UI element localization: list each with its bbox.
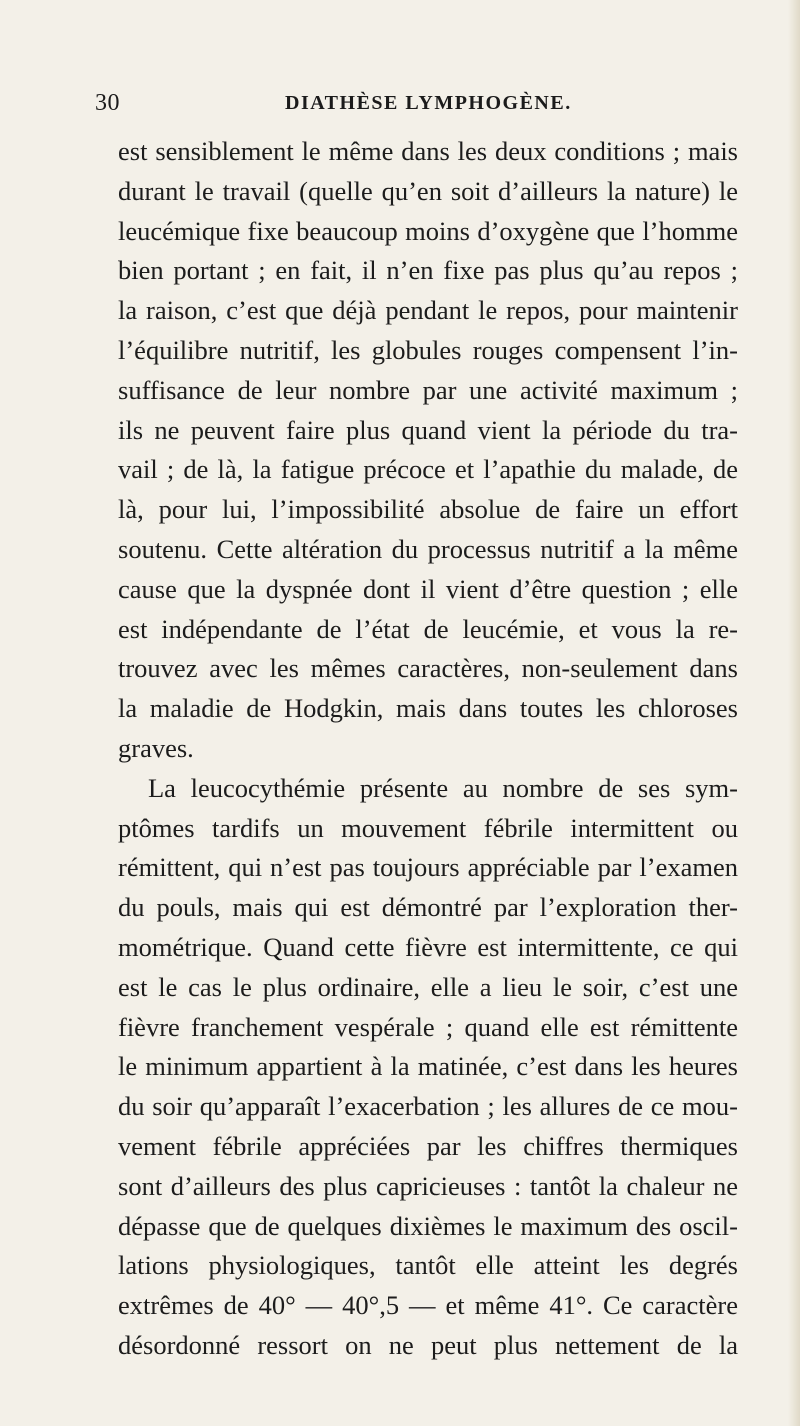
paragraph-2 bbox=[118, 769, 738, 1366]
text-line: suffisance de leur nombre par une activité maximum ; bbox=[118, 374, 738, 405]
text-line: du pouls, mais qui est démontré par l’exploration ther- bbox=[118, 892, 738, 923]
text-line: leucémique fixe beaucoup moins d’oxygène que l’homme bbox=[118, 215, 738, 246]
text-line: là, pour lui, l’impossibilité absolue de faire un effort bbox=[118, 494, 738, 525]
running-title: DIATHÈSE LYMPHOGÈNE. bbox=[285, 92, 572, 114]
text-line: durant le travail (quelle qu’en soit d’ailleurs la nature) le bbox=[118, 175, 738, 206]
text-line: vement fébrile appréciées par les chiffres thermiques bbox=[118, 1130, 738, 1161]
text-line: cause que la dyspnée dont il vient d’être question ; elle bbox=[118, 573, 738, 604]
text-line: la maladie de Hodgkin, mais dans toutes les chloroses bbox=[118, 693, 738, 724]
text-line: l’équilibre nutritif, les globules rouges compensent l’in- bbox=[118, 334, 738, 365]
text-line: désordonné ressort on ne peut plus nettement de la bbox=[118, 1329, 738, 1360]
text-line: ils ne peuvent faire plus quand vient la période du tra- bbox=[118, 414, 738, 445]
text-line: sont d’ailleurs des plus capricieuses : tantôt la chaleur ne bbox=[118, 1170, 738, 1201]
text-line: fièvre franchement vespérale ; quand elle est rémittente bbox=[118, 1011, 738, 1042]
body-text bbox=[118, 132, 738, 1366]
page-edge-shadow bbox=[788, 0, 800, 1426]
page-header bbox=[95, 90, 755, 124]
text-line: extrêmes de 40° — 40°,5 — et même 41°. Ce caractère bbox=[118, 1290, 738, 1321]
text-line: mométrique. Quand cette fièvre est intermittente, ce qui bbox=[118, 931, 738, 962]
text-line: du soir qu’apparaît l’exacerbation ; les allures de ce mou- bbox=[118, 1091, 738, 1122]
text-line: La leucocythémie présente au nombre de ses sym- bbox=[148, 772, 738, 803]
text-line: ptômes tardifs un mouvement fébrile intermittent ou bbox=[118, 812, 738, 843]
text-line: graves. bbox=[118, 732, 194, 763]
text-line: est le cas le plus ordinaire, elle a lieu le soir, c’est une bbox=[118, 971, 738, 1002]
text-line: vail ; de là, la fatigue précoce et l’apathie du malade, de bbox=[118, 454, 738, 485]
text-line: est indépendante de l’état de leucémie, et vous la re- bbox=[118, 613, 738, 644]
text-line: lations physiologiques, tantôt elle atteint les degrés bbox=[118, 1250, 738, 1281]
text-line: le minimum appartient à la matinée, c’est dans les heures bbox=[118, 1051, 738, 1082]
paragraph-1 bbox=[118, 132, 738, 769]
text-line: bien portant ; en fait, il n’en fixe pas plus qu’au repos ; bbox=[118, 255, 738, 286]
text-line: la raison, c’est que déjà pendant le repos, pour maintenir bbox=[118, 295, 738, 326]
page-number: 30 bbox=[95, 90, 120, 116]
text-line: dépasse que de quelques dixièmes le maximum des oscil- bbox=[118, 1210, 738, 1241]
text-line: rémittent, qui n’est pas toujours appréciable par l’examen bbox=[118, 852, 738, 883]
text-line: trouvez avec les mêmes caractères, non-seulement dans bbox=[118, 653, 738, 684]
text-line: est sensiblement le même dans les deux conditions ; mais bbox=[118, 136, 738, 166]
text-line: soutenu. Cette altération du processus nutritif a la même bbox=[118, 533, 738, 564]
